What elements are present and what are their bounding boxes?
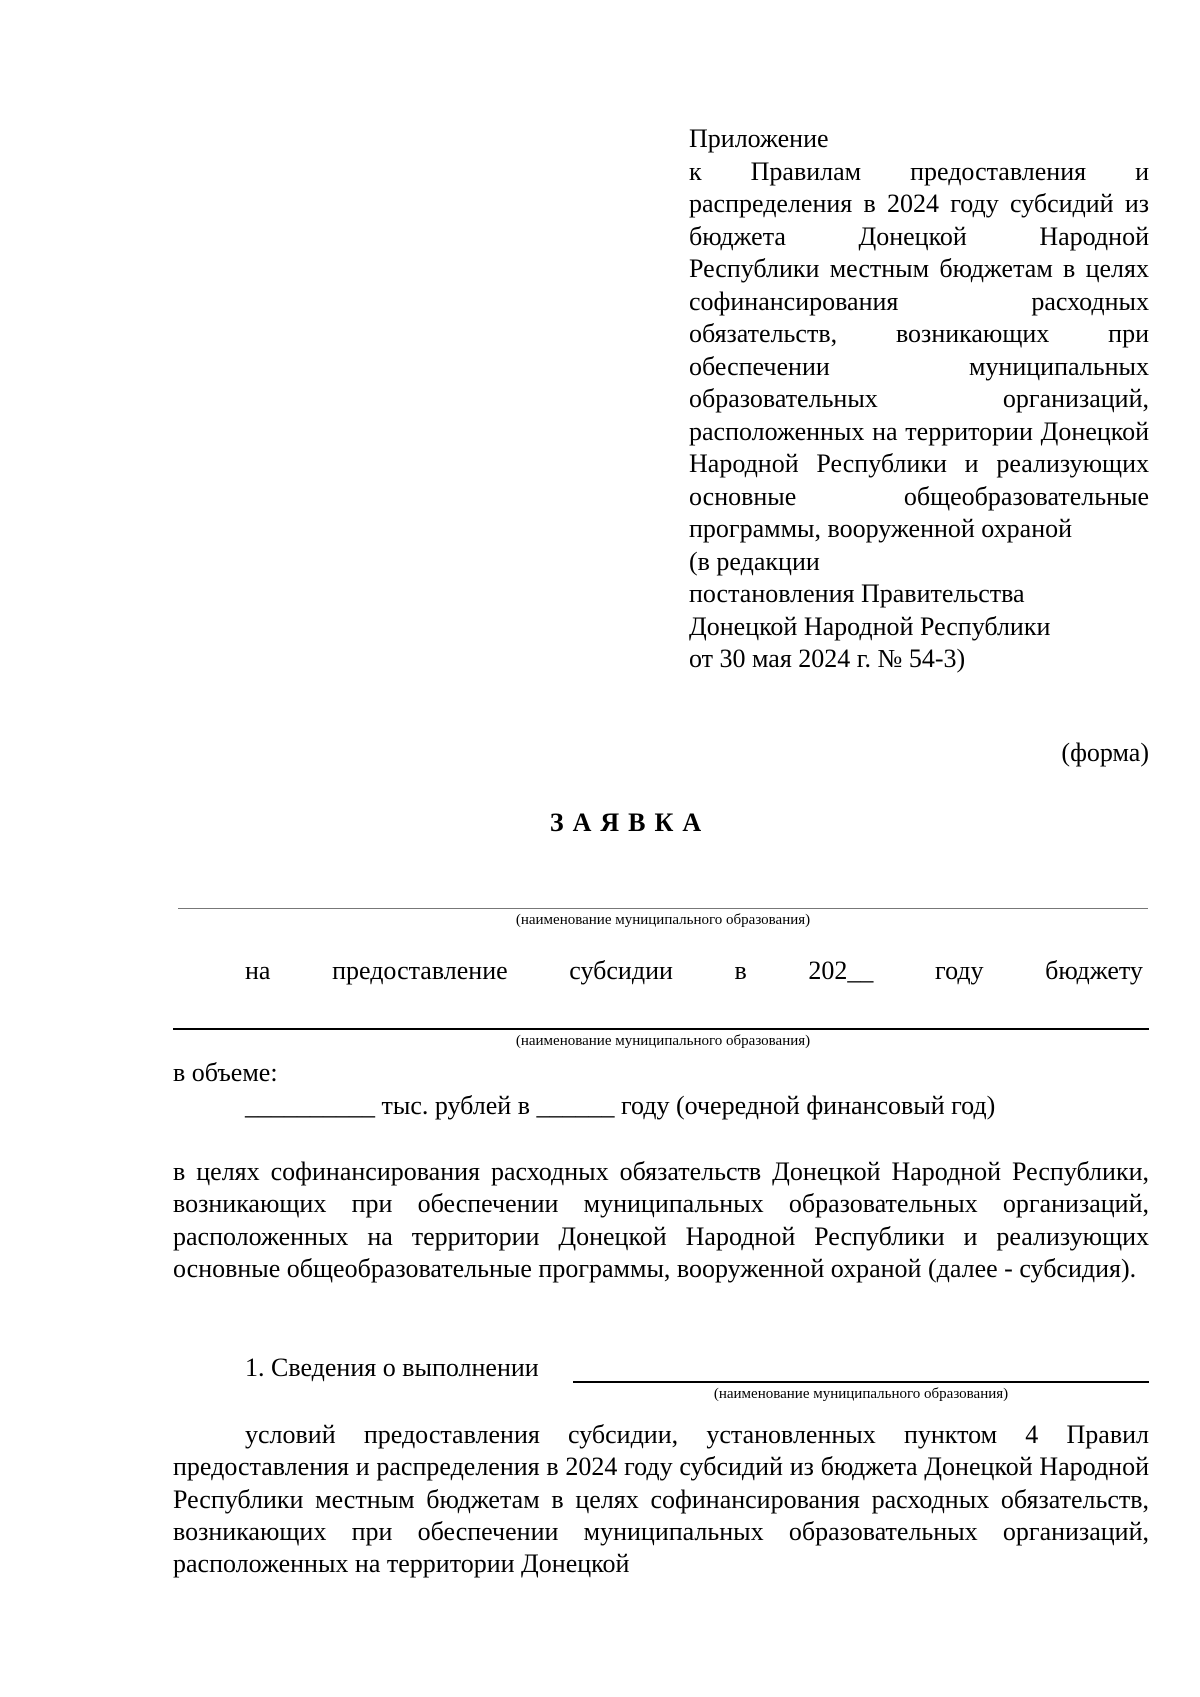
municipality-caption-2: (наименование муниципального образования) xyxy=(515,1033,811,1049)
form-label: (форма) xyxy=(1061,738,1149,767)
purpose-paragraph: в целях софинансирования расходных обязательств Донецкой Народной Республики, возникающих при обеспечении муниципальных образовательных организаций, расположенных на территории Донецкой Народной Республики и реализующих основные общеобразовательные программы, вооруженной охраной (далее - субсидия). xyxy=(173,1157,1149,1283)
annex-edition-line-2: постановления Правительства xyxy=(689,579,1025,608)
amount-line[interactable]: __________ тыс. рублей в ______ году (очередной финансовый год) xyxy=(245,1091,996,1120)
conditions-paragraph: условий предоставления субсидии, установленных пунктом 4 Правил предоставления и распределения в 2024 году субсидий из бюджета Донецкой Народной Республики местным бюджетам в целях софинансирования расходных обязательств, возникающих при обеспечении муниципальных образовательных организаций, расположенных на территории Донецкой xyxy=(173,1420,1149,1579)
request-word: бюджету xyxy=(1045,956,1143,985)
annex-header xyxy=(689,123,1149,676)
annex-title: Приложение xyxy=(689,124,829,153)
request-row xyxy=(245,956,1143,986)
municipality-field-line-3[interactable] xyxy=(573,1381,1149,1383)
section-1-label: 1. Сведения о выполнении xyxy=(245,1353,539,1382)
annex-body: к Правилам предоставления и распределения в 2024 году субсидий из бюджета Донецкой Народной Республики местным бюджетам в целях софинансирования расходных обязательств, возникающих при обеспечении муниципальных образовательных организаций, расположенных на территории Донецкой Народной Республики и реализующих основные общеобразовательные программы, вооруженной охраной xyxy=(689,156,1149,543)
municipality-field-line-1[interactable] xyxy=(178,908,1148,909)
year-field[interactable]: 202__ xyxy=(808,956,874,985)
annex-edition-line-4: от 30 мая 2024 г. № 54-3) xyxy=(689,644,966,673)
municipality-caption-3: (наименование муниципального образования) xyxy=(713,1386,1009,1402)
volume-label: в объеме: xyxy=(173,1058,278,1087)
annex-edition-line-3: Донецкой Народной Республики xyxy=(689,611,1051,641)
request-word: в xyxy=(734,956,747,985)
municipality-field-line-2[interactable] xyxy=(173,1028,1149,1030)
request-word: предоставление xyxy=(332,956,508,985)
request-word: году xyxy=(935,956,984,985)
request-word: субсидии xyxy=(569,956,673,985)
municipality-caption-1: (наименование муниципального образования) xyxy=(515,912,811,928)
document-title: ЗАЯВКА xyxy=(549,808,711,837)
annex-edition-line-1: (в редакции xyxy=(689,546,820,576)
request-word: на xyxy=(245,956,271,985)
